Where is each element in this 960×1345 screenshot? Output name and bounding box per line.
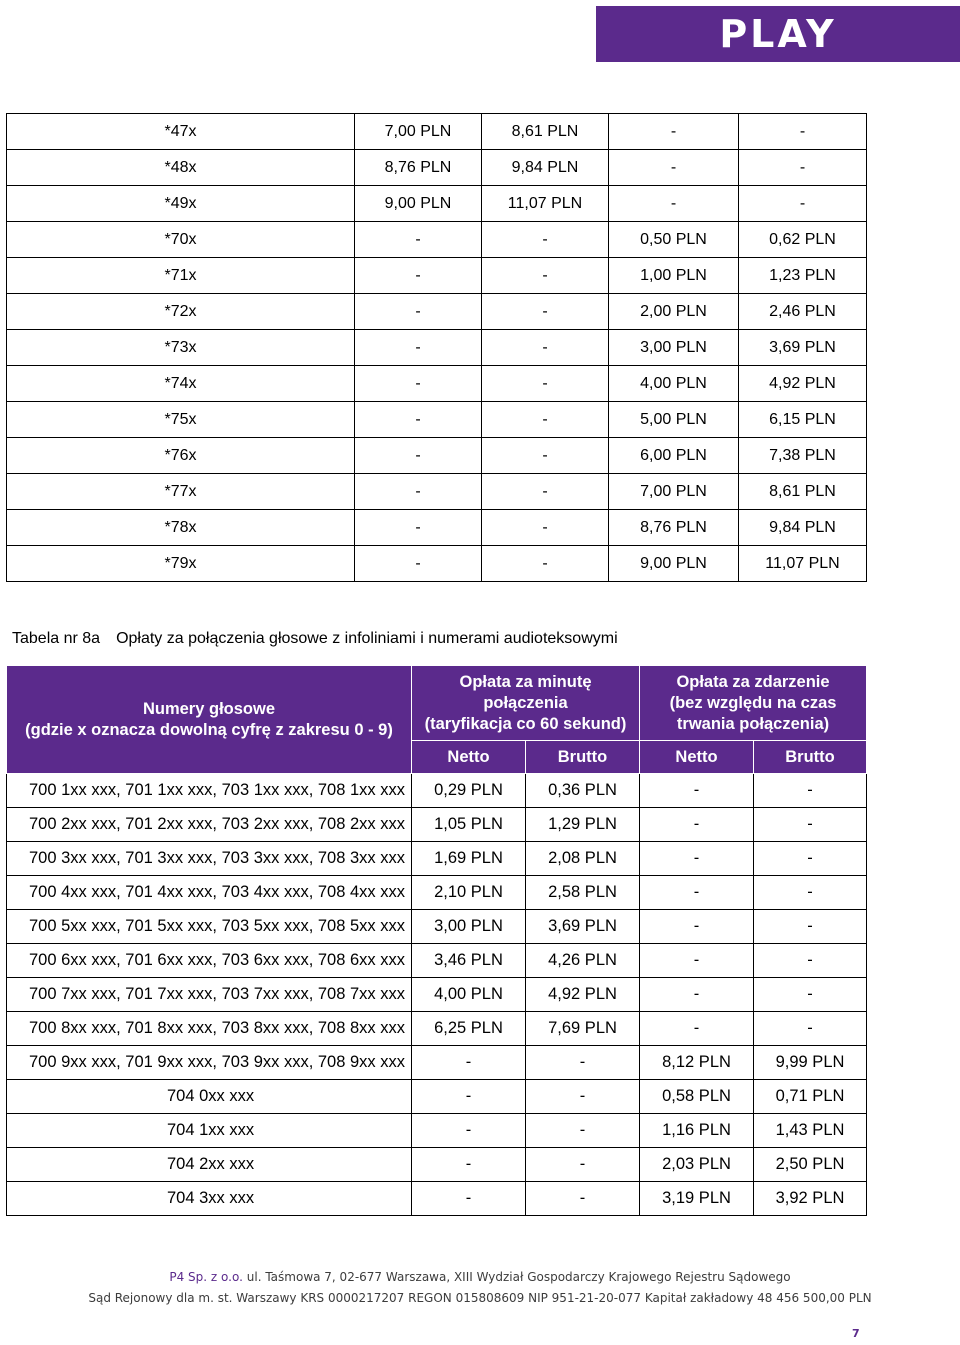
price-cell: 1,23 PLN — [739, 258, 867, 294]
price-cell: - — [482, 474, 609, 510]
price-cell: 2,08 PLN — [526, 842, 640, 876]
price-cell: - — [355, 546, 482, 582]
price-cell: - — [640, 774, 754, 808]
number-range-cell: 704 3xx xxx — [7, 1182, 412, 1216]
table-row — [7, 366, 867, 402]
price-cell: - — [526, 1114, 640, 1148]
price-cell: - — [754, 1012, 867, 1046]
price-cell: 1,00 PLN — [609, 258, 739, 294]
price-cell: - — [739, 114, 867, 150]
price-cell: - — [482, 222, 609, 258]
table-row — [7, 1114, 867, 1148]
price-cell: - — [355, 294, 482, 330]
table-row — [7, 774, 867, 808]
price-cell: 3,19 PLN — [640, 1182, 754, 1216]
header-per-minute-line2: połączenia — [483, 693, 568, 712]
price-cell: - — [355, 474, 482, 510]
price-cell: - — [754, 876, 867, 910]
header-voice-numbers-note: (gdzie x oznacza dowolną cyfrę z zakresu 0 - 9) — [25, 720, 393, 739]
price-cell: - — [482, 294, 609, 330]
table-row — [7, 808, 867, 842]
logo-text: PLAY — [719, 12, 837, 56]
price-cell: - — [355, 258, 482, 294]
price-cell: 9,84 PLN — [482, 150, 609, 186]
table-row — [7, 842, 867, 876]
table-row — [7, 510, 867, 546]
price-cell: - — [482, 438, 609, 474]
price-cell: - — [739, 186, 867, 222]
table-row — [7, 294, 867, 330]
price-cell: - — [482, 510, 609, 546]
table-row — [7, 1046, 867, 1080]
page-number: 7 — [852, 1327, 860, 1340]
price-cell: - — [640, 876, 754, 910]
price-cell: 9,00 PLN — [609, 546, 739, 582]
price-cell: 2,50 PLN — [754, 1148, 867, 1182]
price-cell: 6,15 PLN — [739, 402, 867, 438]
price-cell: 6,25 PLN — [412, 1012, 526, 1046]
price-cell: - — [526, 1080, 640, 1114]
header-voice-numbers — [7, 666, 412, 774]
price-cell: 3,69 PLN — [739, 330, 867, 366]
table-row — [7, 474, 867, 510]
price-cell: 0,50 PLN — [609, 222, 739, 258]
header-per-minute-line1: Opłata za minutę — [459, 672, 592, 691]
prefix-cell: *77x — [7, 474, 355, 510]
footer-address: ul. Taśmowa 7, 02-677 Warszawa, XIII Wydział Gospodarczy Krajowego Rejestru Sądowego — [246, 1270, 791, 1284]
price-cell: 2,46 PLN — [739, 294, 867, 330]
price-cell: - — [526, 1046, 640, 1080]
table-row — [7, 258, 867, 294]
tariff-table-voice-numbers — [6, 665, 867, 1216]
prefix-cell: *79x — [7, 546, 355, 582]
price-cell: 4,92 PLN — [739, 366, 867, 402]
header-netto-minute: Netto — [412, 741, 526, 774]
header-per-event-line2: (bez względu na czas — [669, 693, 837, 712]
number-range-cell: 700 2xx xxx, 701 2xx xxx, 703 2xx xxx, 708 2xx xxx — [7, 808, 412, 842]
prefix-cell: *47x — [7, 114, 355, 150]
price-cell: - — [412, 1114, 526, 1148]
price-cell: 8,12 PLN — [640, 1046, 754, 1080]
price-cell: - — [355, 510, 482, 546]
table-row — [7, 546, 867, 582]
header-voice-numbers-title: Numery głosowe — [142, 699, 276, 718]
prefix-cell: *73x — [7, 330, 355, 366]
price-cell: - — [482, 330, 609, 366]
price-cell: - — [355, 438, 482, 474]
price-cell: 1,29 PLN — [526, 808, 640, 842]
prefix-cell: *78x — [7, 510, 355, 546]
price-cell: 7,69 PLN — [526, 1012, 640, 1046]
price-cell: 3,46 PLN — [412, 944, 526, 978]
price-cell: 6,00 PLN — [609, 438, 739, 474]
number-range-cell: 704 1xx xxx — [7, 1114, 412, 1148]
price-cell: 4,00 PLN — [412, 978, 526, 1012]
number-range-cell: 700 4xx xxx, 701 4xx xxx, 703 4xx xxx, 708 4xx xxx — [7, 876, 412, 910]
table-row — [7, 186, 867, 222]
price-cell: - — [640, 978, 754, 1012]
table-row — [7, 1012, 867, 1046]
price-cell: 0,36 PLN — [526, 774, 640, 808]
price-cell: 11,07 PLN — [739, 546, 867, 582]
price-cell: 9,00 PLN — [355, 186, 482, 222]
table-row — [7, 1148, 867, 1182]
number-range-cell: 700 5xx xxx, 701 5xx xxx, 703 5xx xxx, 708 5xx xxx — [7, 910, 412, 944]
header-per-minute — [412, 666, 640, 741]
number-range-cell: 700 8xx xxx, 701 8xx xxx, 703 8xx xxx, 708 8xx xxx — [7, 1012, 412, 1046]
number-range-cell: 700 3xx xxx, 701 3xx xxx, 703 3xx xxx, 708 3xx xxx — [7, 842, 412, 876]
price-cell: - — [754, 842, 867, 876]
header-per-minute-line3: (taryfikacja co 60 sekund) — [424, 714, 627, 733]
price-cell: - — [754, 808, 867, 842]
header-per-event-line1: Opłata za zdarzenie — [676, 672, 830, 691]
table-row — [7, 402, 867, 438]
table-row — [7, 1080, 867, 1114]
table-row — [7, 150, 867, 186]
table-row — [7, 222, 867, 258]
header-brutto-event: Brutto — [754, 741, 867, 774]
table-caption — [12, 630, 618, 648]
play-logo — [596, 6, 960, 62]
price-cell: - — [412, 1148, 526, 1182]
price-cell: - — [355, 222, 482, 258]
price-cell: - — [754, 944, 867, 978]
price-cell: 3,69 PLN — [526, 910, 640, 944]
price-cell: 2,58 PLN — [526, 876, 640, 910]
header-netto-event: Netto — [640, 741, 754, 774]
price-cell: 1,05 PLN — [412, 808, 526, 842]
price-cell: - — [355, 366, 482, 402]
price-cell: - — [640, 808, 754, 842]
number-range-cell: 700 1xx xxx, 701 1xx xxx, 703 1xx xxx, 708 1xx xxx — [7, 774, 412, 808]
price-cell: 5,00 PLN — [609, 402, 739, 438]
price-cell: - — [482, 402, 609, 438]
prefix-cell: *70x — [7, 222, 355, 258]
price-cell: - — [412, 1182, 526, 1216]
price-cell: 1,16 PLN — [640, 1114, 754, 1148]
price-cell: 2,10 PLN — [412, 876, 526, 910]
number-range-cell: 700 6xx xxx, 701 6xx xxx, 703 6xx xxx, 708 6xx xxx — [7, 944, 412, 978]
prefix-cell: *72x — [7, 294, 355, 330]
price-cell: 0,62 PLN — [739, 222, 867, 258]
price-cell: 8,61 PLN — [482, 114, 609, 150]
footer-line-1 — [0, 1270, 960, 1284]
header-per-event-line3: trwania połączenia) — [676, 714, 830, 733]
price-cell: 4,26 PLN — [526, 944, 640, 978]
price-cell: - — [754, 978, 867, 1012]
price-cell: 8,76 PLN — [609, 510, 739, 546]
price-cell: 2,03 PLN — [640, 1148, 754, 1182]
price-cell: 7,00 PLN — [609, 474, 739, 510]
price-cell: - — [412, 1046, 526, 1080]
price-cell: 0,71 PLN — [754, 1080, 867, 1114]
table-row — [7, 944, 867, 978]
price-cell: - — [739, 150, 867, 186]
price-cell: 1,43 PLN — [754, 1114, 867, 1148]
price-cell: 0,58 PLN — [640, 1080, 754, 1114]
price-cell: - — [482, 366, 609, 402]
price-cell: 0,29 PLN — [412, 774, 526, 808]
table-row — [7, 910, 867, 944]
price-cell: - — [526, 1148, 640, 1182]
number-range-cell: 700 7xx xxx, 701 7xx xxx, 703 7xx xxx, 708 7xx xxx — [7, 978, 412, 1012]
price-cell: - — [609, 150, 739, 186]
price-cell: 3,00 PLN — [412, 910, 526, 944]
prefix-cell: *48x — [7, 150, 355, 186]
price-cell: - — [482, 546, 609, 582]
table-row — [7, 330, 867, 366]
table-row — [7, 114, 867, 150]
number-range-cell: 704 2xx xxx — [7, 1148, 412, 1182]
price-cell: 8,76 PLN — [355, 150, 482, 186]
table-row — [7, 978, 867, 1012]
price-cell: 4,92 PLN — [526, 978, 640, 1012]
prefix-cell: *74x — [7, 366, 355, 402]
price-cell: - — [640, 842, 754, 876]
price-cell: - — [355, 330, 482, 366]
footer-line-2: Sąd Rejonowy dla m. st. Warszawy KRS 0000217207 REGON 015808609 NIP 951-21-20-077 Kapitał zakładowy 48 456 500,00 PLN — [88, 1291, 872, 1305]
table-caption-label: Tabela nr 8a — [12, 630, 101, 647]
number-range-cell: 704 0xx xxx — [7, 1080, 412, 1114]
tariff-table-prefixes — [6, 113, 867, 582]
price-cell: 2,00 PLN — [609, 294, 739, 330]
header-brutto-minute: Brutto — [526, 741, 640, 774]
price-cell: 11,07 PLN — [482, 186, 609, 222]
prefix-cell: *71x — [7, 258, 355, 294]
price-cell: 8,61 PLN — [739, 474, 867, 510]
table-row — [7, 438, 867, 474]
price-cell: - — [640, 1012, 754, 1046]
prefix-cell: *75x — [7, 402, 355, 438]
price-cell: - — [754, 910, 867, 944]
table-row — [7, 1182, 867, 1216]
prefix-cell: *49x — [7, 186, 355, 222]
number-range-cell: 700 9xx xxx, 701 9xx xxx, 703 9xx xxx, 708 9xx xxx — [7, 1046, 412, 1080]
price-cell: 9,84 PLN — [739, 510, 867, 546]
price-cell: - — [412, 1080, 526, 1114]
prefix-cell: *76x — [7, 438, 355, 474]
price-cell: 1,69 PLN — [412, 842, 526, 876]
price-cell: 7,38 PLN — [739, 438, 867, 474]
price-cell: 3,92 PLN — [754, 1182, 867, 1216]
price-cell: - — [640, 910, 754, 944]
price-cell: - — [609, 186, 739, 222]
price-cell: - — [754, 774, 867, 808]
price-cell: - — [526, 1182, 640, 1216]
price-cell: - — [482, 258, 609, 294]
table-row — [7, 876, 867, 910]
price-cell: 9,99 PLN — [754, 1046, 867, 1080]
footer-company: P4 Sp. z o.o. — [169, 1270, 243, 1284]
header-per-event — [640, 666, 867, 741]
price-cell: - — [355, 402, 482, 438]
price-cell: 4,00 PLN — [609, 366, 739, 402]
price-cell: 3,00 PLN — [609, 330, 739, 366]
price-cell: - — [609, 114, 739, 150]
price-cell: - — [640, 944, 754, 978]
price-cell: 7,00 PLN — [355, 114, 482, 150]
table-caption-text: Opłaty za połączenia głosowe z infoliniami i numerami audioteksowymi — [116, 630, 618, 647]
